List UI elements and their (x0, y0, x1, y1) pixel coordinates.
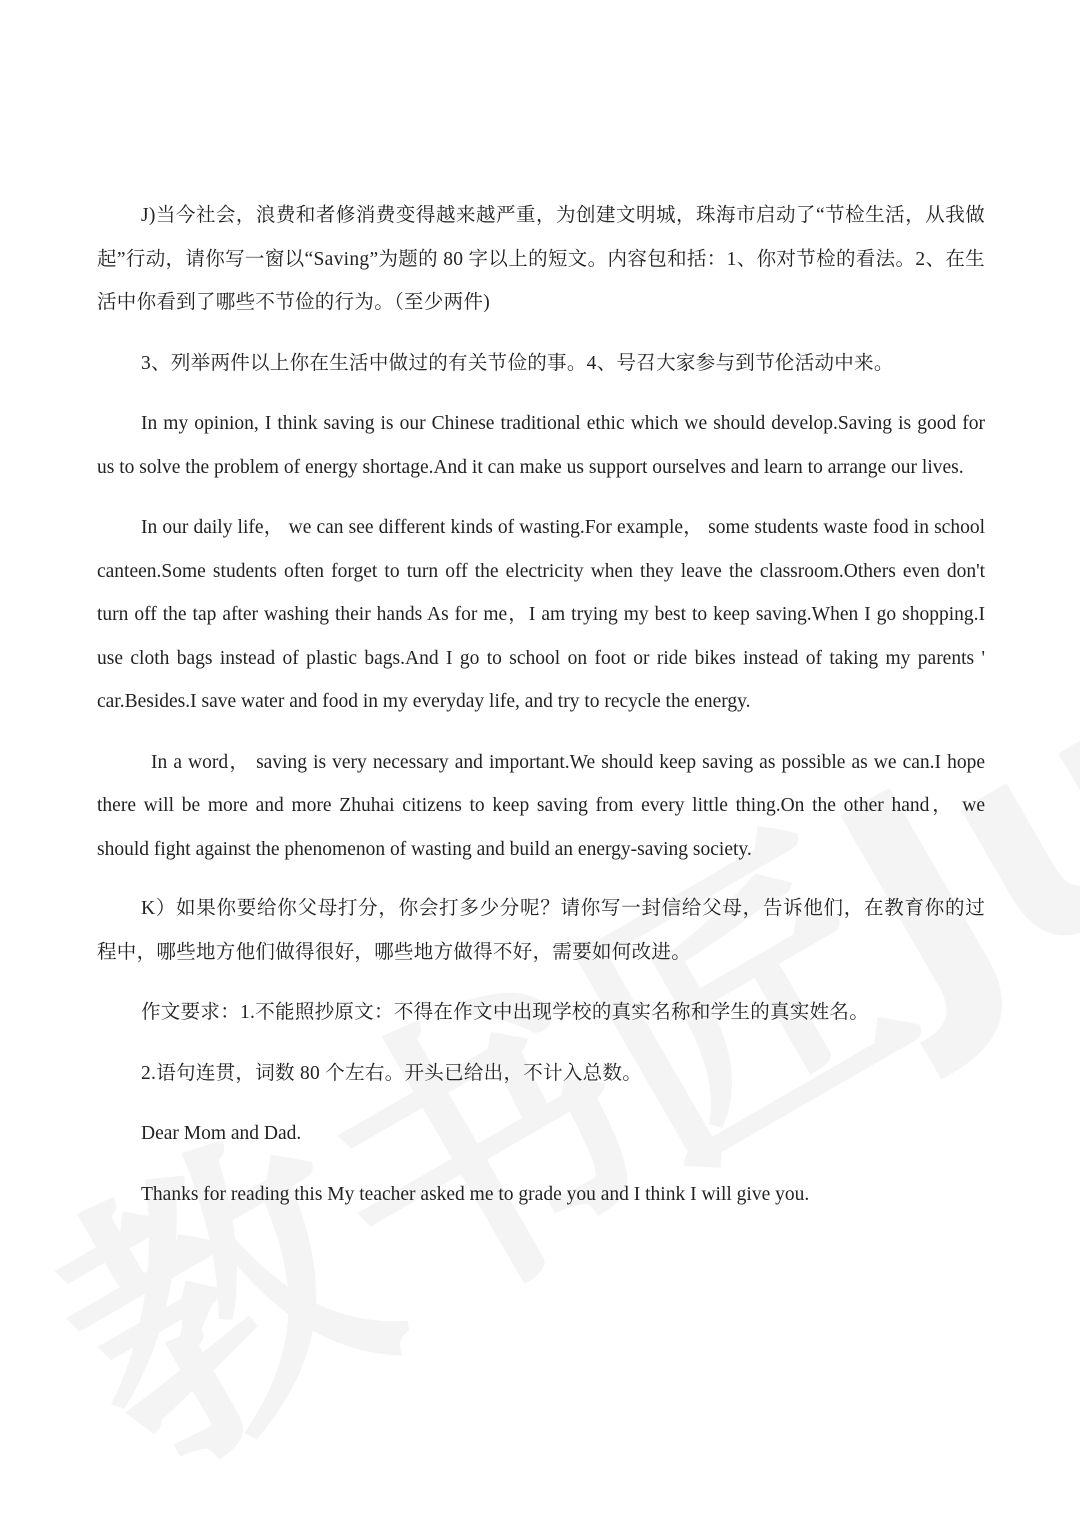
essay-paragraph-1: In my opinion, I think saving is our Chinese traditional ethic which we should develop.Saving is good for us to solve the problem of energy shortage.And it can make us support ourselves and learn to arrange our lives. (97, 413, 985, 478)
essay-paragraph-3: In a word， saving is very necessary and important.We should keep saving as possible as we can.I hope there will be more and more Zhuhai citizens to keep saving from every little thing.On the other hand， we should fight against the phenomenon of wasting and build an energy-saving society. (97, 751, 985, 860)
question-k-requirement-1: 作文要求：1.不能照抄原文：不得在作文中出现学校的真实名称和学生的真实姓名。 (141, 1002, 870, 1023)
question-j-prompt: J)当今社会，浪费和者修消费变得越来越严重，为创建文明城，珠海市启动了“节检生活，从我做起”行动，请你写一窗以“Saving”为题的 80 字以上的短文。内容包和括：1、你对节检的看法。2、在生活中你看到了哪些不节俭的行为。（至少两件) (97, 205, 985, 313)
question-k-prompt: K）如果你要给你父母打分，你会打多少分呢？请你写一封信给父母，告诉他们，在教育你的过程中，哪些地方他们做得很好，哪些地方做得不好，需要如何改进。 (97, 898, 985, 963)
essay-paragraph-2: In our daily life， we can see different kinds of wasting.For example， some students waste food in school canteen.Some students often forget to turn off the electricity when they leave the classroom.Others even don't turn off the tap after washing their hands As for me，I am trying my best to keep saving.When I go shopping.I use cloth bags instead of plastic bags.And I go to school on foot or ride bikes instead of taking my parents ' car.Besides.I save water and food in my everyday life, and try to recycle the energy. (97, 517, 985, 712)
document-body (97, 194, 985, 1216)
question-j-requirement: 3、列举两件以上你在生活中做过的有关节俭的事。4、号召大家参与到节伦活动中来。 (141, 352, 894, 374)
letter-opening: Thanks for reading this My teacher asked me to grade you and I think I will give you. (141, 1183, 810, 1205)
letter-salutation: Dear Mom and Dad. (141, 1123, 302, 1144)
question-k-requirement-2: 2.语句连贯，词数 80 个左右。开头已给出，不计入总数。 (141, 1062, 643, 1084)
